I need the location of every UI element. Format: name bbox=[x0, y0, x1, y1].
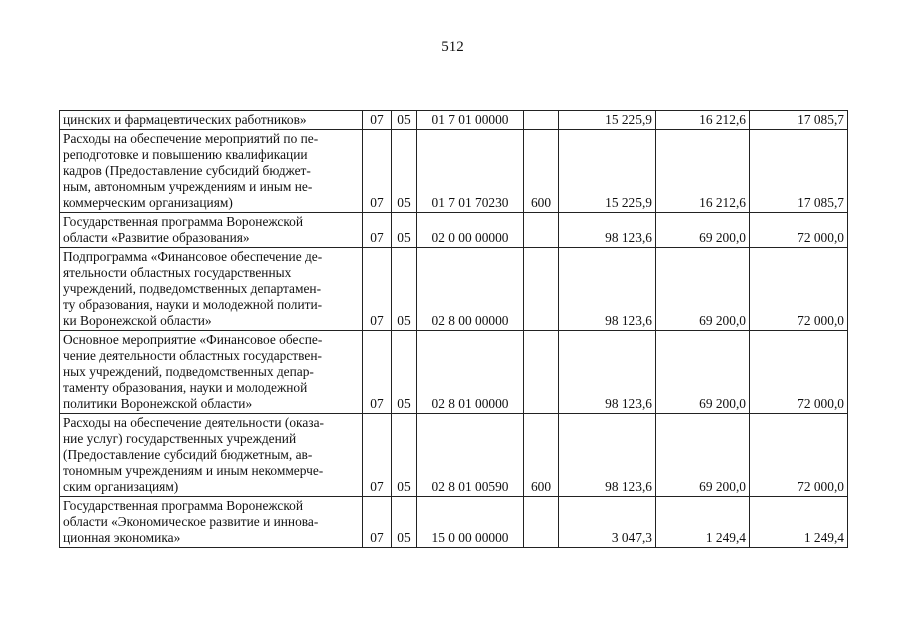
item-name-line: реподготовке и повышению квалификации bbox=[63, 147, 308, 162]
subsection-code-cell: 05 bbox=[392, 130, 417, 213]
table-row bbox=[60, 331, 848, 414]
amount-year2-cell: 69 200,0 bbox=[656, 331, 750, 414]
amount-year1-cell: 98 123,6 bbox=[559, 414, 656, 497]
item-name-line: цинских и фармацевтических работников» bbox=[63, 112, 307, 127]
amount-year3-cell: 72 000,0 bbox=[750, 331, 848, 414]
amount-year2-cell: 1 249,4 bbox=[656, 497, 750, 548]
item-name-cell bbox=[60, 497, 363, 548]
amount-year2-cell: 16 212,6 bbox=[656, 130, 750, 213]
item-name-line: тономным учреждениям и иным некоммерче- bbox=[63, 463, 324, 478]
subsection-code-cell: 05 bbox=[392, 414, 417, 497]
item-name-line: ных учреждений, подведомственных депар- bbox=[63, 364, 314, 379]
amount-year2-cell: 16 212,6 bbox=[656, 111, 750, 130]
amount-year1-cell: 15 225,9 bbox=[559, 130, 656, 213]
item-name-line: таменту образования, науки и молодежной bbox=[63, 380, 308, 395]
amount-year1-cell: 98 123,6 bbox=[559, 213, 656, 248]
item-name-line: ятельности областных государственных bbox=[63, 265, 292, 280]
expense-type-cell: 600 bbox=[524, 414, 559, 497]
item-name-line: Основное мероприятие «Финансовое обеспе- bbox=[63, 332, 323, 347]
amount-year3-cell: 72 000,0 bbox=[750, 414, 848, 497]
item-name-line: области «Развитие образования» bbox=[63, 230, 250, 245]
section-code-cell: 07 bbox=[363, 248, 392, 331]
item-name-line: ту образования, науки и молодежной полити- bbox=[63, 297, 323, 312]
section-code-cell: 07 bbox=[363, 331, 392, 414]
amount-year3-cell: 1 249,4 bbox=[750, 497, 848, 548]
amount-year3-cell: 72 000,0 bbox=[750, 248, 848, 331]
section-code-cell: 07 bbox=[363, 414, 392, 497]
target-article-cell: 01 7 01 70230 bbox=[417, 130, 524, 213]
target-article-cell: 02 0 00 00000 bbox=[417, 213, 524, 248]
subsection-code-cell: 05 bbox=[392, 497, 417, 548]
subsection-code-cell: 05 bbox=[392, 331, 417, 414]
item-name-line: Подпрограмма «Финансовое обеспечение де- bbox=[63, 249, 323, 264]
table-row bbox=[60, 111, 848, 130]
subsection-code-cell: 05 bbox=[392, 111, 417, 130]
amount-year2-cell: 69 200,0 bbox=[656, 213, 750, 248]
target-article-cell: 02 8 00 00000 bbox=[417, 248, 524, 331]
expense-type-cell bbox=[524, 213, 559, 248]
target-article-cell: 02 8 01 00000 bbox=[417, 331, 524, 414]
expense-type-cell: 600 bbox=[524, 130, 559, 213]
amount-year3-cell: 72 000,0 bbox=[750, 213, 848, 248]
budget-table bbox=[59, 110, 848, 548]
section-code-cell: 07 bbox=[363, 111, 392, 130]
item-name-line: Государственная программа Воронежской bbox=[63, 498, 304, 513]
item-name-cell bbox=[60, 111, 363, 130]
item-name-line: чение деятельности областных государствен- bbox=[63, 348, 322, 363]
expense-type-cell bbox=[524, 331, 559, 414]
item-name-line: политики Воронежской области» bbox=[63, 396, 253, 411]
item-name-line: учреждений, подведомственных департамен- bbox=[63, 281, 322, 296]
item-name-line: Расходы на обеспечение мероприятий по пе- bbox=[63, 131, 319, 146]
expense-type-cell bbox=[524, 497, 559, 548]
item-name-line: ным, автономным учреждениям и иным не- bbox=[63, 179, 313, 194]
item-name-cell bbox=[60, 331, 363, 414]
table-row bbox=[60, 248, 848, 331]
item-name-cell bbox=[60, 248, 363, 331]
table-row bbox=[60, 497, 848, 548]
table-body bbox=[60, 111, 848, 548]
item-name-line: ние услуг) государственных учреждений bbox=[63, 431, 297, 446]
amount-year3-cell: 17 085,7 bbox=[750, 130, 848, 213]
section-code-cell: 07 bbox=[363, 213, 392, 248]
item-name-line: области «Экономическое развитие и иннова- bbox=[63, 514, 319, 529]
target-article-cell: 01 7 01 00000 bbox=[417, 111, 524, 130]
page-number: 512 bbox=[441, 39, 464, 55]
item-name-line: Расходы на обеспечение деятельности (оказа- bbox=[63, 415, 324, 430]
item-name-line: Государственная программа Воронежской bbox=[63, 214, 304, 229]
item-name-cell bbox=[60, 130, 363, 213]
item-name-cell bbox=[60, 213, 363, 248]
amount-year2-cell: 69 200,0 bbox=[656, 248, 750, 331]
table-row bbox=[60, 213, 848, 248]
amount-year3-cell: 17 085,7 bbox=[750, 111, 848, 130]
item-name-line: (Предоставление субсидий бюджетным, ав- bbox=[63, 447, 313, 462]
section-code-cell: 07 bbox=[363, 497, 392, 548]
item-name-line: ки Воронежской области» bbox=[63, 313, 212, 328]
item-name-line: коммерческим организациям) bbox=[63, 195, 233, 210]
item-name-line: ским организациям) bbox=[63, 479, 179, 494]
amount-year1-cell: 15 225,9 bbox=[559, 111, 656, 130]
expense-type-cell bbox=[524, 248, 559, 331]
table-row bbox=[60, 130, 848, 213]
amount-year1-cell: 98 123,6 bbox=[559, 248, 656, 331]
amount-year1-cell: 3 047,3 bbox=[559, 497, 656, 548]
expense-type-cell bbox=[524, 111, 559, 130]
item-name-line: кадров (Предоставление субсидий бюджет- bbox=[63, 163, 311, 178]
amount-year2-cell: 69 200,0 bbox=[656, 414, 750, 497]
table-row bbox=[60, 414, 848, 497]
item-name-cell bbox=[60, 414, 363, 497]
target-article-cell: 15 0 00 00000 bbox=[417, 497, 524, 548]
subsection-code-cell: 05 bbox=[392, 213, 417, 248]
subsection-code-cell: 05 bbox=[392, 248, 417, 331]
target-article-cell: 02 8 01 00590 bbox=[417, 414, 524, 497]
amount-year1-cell: 98 123,6 bbox=[559, 331, 656, 414]
section-code-cell: 07 bbox=[363, 130, 392, 213]
item-name-line: ционная экономика» bbox=[63, 530, 181, 545]
